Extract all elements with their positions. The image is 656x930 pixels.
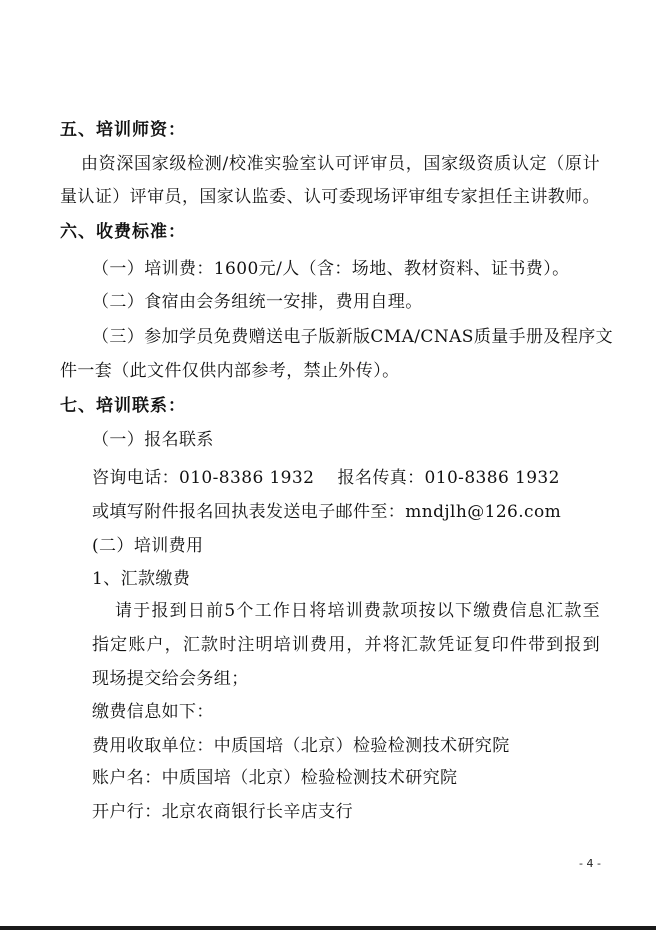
section-7-email: 或填写附件报名回执表发送电子邮件至：mndjlh@126.com [92,502,562,522]
page-number: - 4 - [579,857,601,870]
section-7-payee-unit: 费用收取单位：中质国培（北京）检验检测技术研究院 [92,736,510,756]
section-7-phone-fax: 咨询电话：010-8386 1932 报名传真：010-8386 1932 [92,468,560,488]
section-7-bank: 开户行：北京农商银行长辛店支行 [92,802,353,822]
bottom-border [0,926,656,930]
section-7-payment-info-title: 缴费信息如下： [92,702,214,722]
section-7-signup-title: （一）报名联系 [92,430,214,450]
section-7-account-name: 账户名：中质国培（北京）检验检测技术研究院 [92,768,458,788]
section-7-remit-line-3: 现场提交给会务组； [92,669,249,689]
section-7-fee-title: (二）培训费用 [92,536,204,556]
section-7-remit-line-1: 请于报到日前5个工作日将培训费款项按以下缴费信息汇款至 [115,601,600,621]
section-6-item-3-cont: 件一套（此文件仅供内部参考，禁止外传）。 [60,361,400,381]
section-5-line-2: 量认证）评审员，国家认监委、认可委现场评审组专家担任主讲教师。 [60,187,600,207]
section-5-line-1: 由资深国家级检测/校准实验室认可评审员，国家级资质认定（原计 [81,154,600,174]
section-7-remit-line-2: 指定账户，汇款时注明培训费用，并将汇款凭证复印件带到报到 [92,635,600,655]
section-6-heading: 六、收费标准： [60,222,186,242]
section-7-heading: 七、培训联系： [60,396,186,416]
section-6-item-2: （二）食宿由会务组统一安排，费用自理。 [92,292,423,312]
section-6-item-1: （一）培训费：1600元/人（含：场地、教材资料、证书费）。 [92,259,570,279]
section-6-item-3: （三）参加学员免费赠送电子版新版CMA/CNAS质量手册及程序文 [92,327,614,347]
section-7-remit-title: 1、汇款缴费 [92,569,191,589]
section-5-heading: 五、培训师资： [60,120,186,140]
